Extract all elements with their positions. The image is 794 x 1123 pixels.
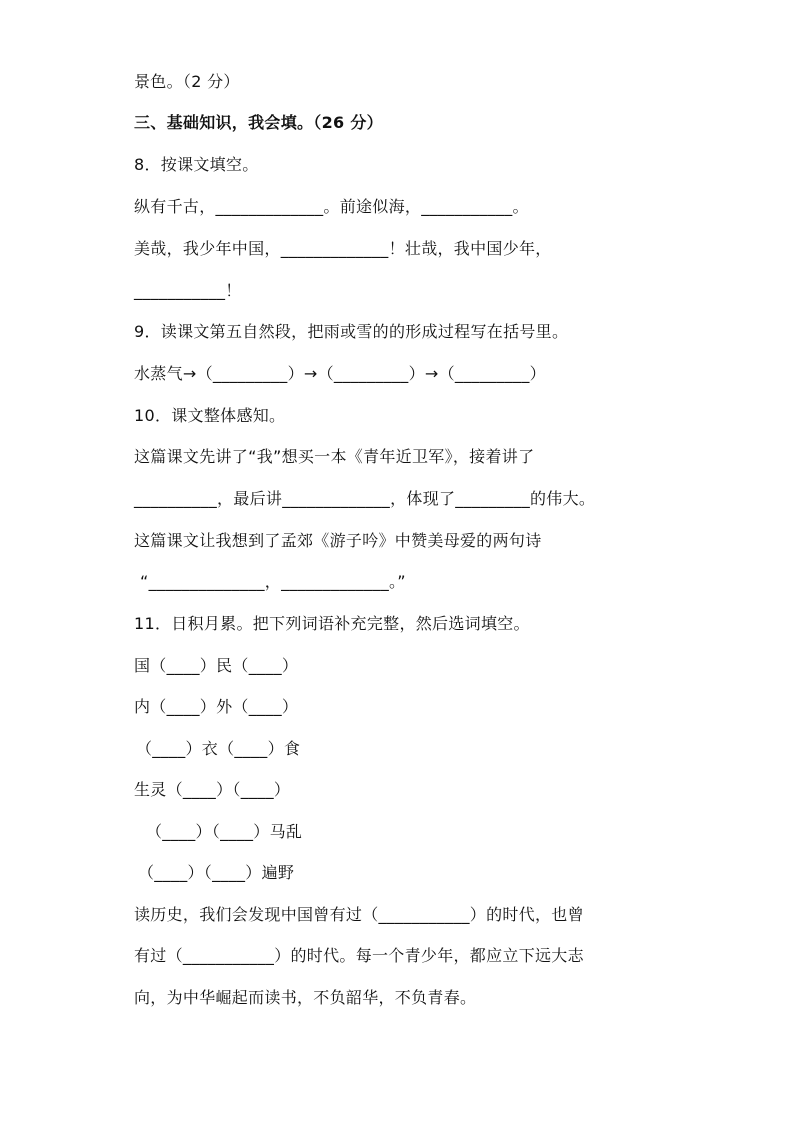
question-10-text-2: __________，最后讲_____________，体现了_________的伟大。: [134, 489, 596, 508]
fill-in-text-3: 向，为中华崛起而读书，不负韶华，不负青春。: [134, 988, 477, 1007]
question-8-title: 8．按课文填空。: [134, 155, 259, 174]
idiom-line-3: （____）衣（____）食: [136, 739, 301, 758]
text-line-score-note: 景色。（2 分）: [134, 72, 240, 91]
question-8-blank-line-3: ___________！: [134, 281, 242, 300]
question-10-text-3: 这篇课文让我想到了孟郊《游子吟》中赞美母爱的两句诗: [134, 531, 542, 550]
question-10-poem-blanks: “______________，_____________。”: [140, 572, 406, 591]
question-9-process-line: 水蒸气→（_________）→（_________）→（_________）: [134, 364, 546, 383]
question-11-title: 11．日积月累。把下列词语补充完整，然后选词填空。: [134, 614, 530, 633]
section-heading: 三、基础知识，我会填。（26 分）: [134, 113, 383, 132]
idiom-line-1: 国（____）民（____）: [134, 656, 299, 675]
question-9-title: 9．读课文第五自然段，把雨或雪的的形成过程写在括号里。: [134, 322, 569, 341]
idiom-line-6: （____）（____）遍野: [138, 863, 295, 882]
question-8-blank-line-2: 美哉，我少年中国，_____________！壮哉，我中国少年，: [134, 239, 552, 258]
question-8-blank-line-1: 纵有千古，_____________。前途似海，___________。: [134, 197, 529, 216]
idiom-line-4: 生灵（____）（____）: [134, 780, 291, 799]
question-10-title: 10．课文整体感知。: [134, 406, 286, 425]
question-10-text-1: 这篇课文先讲了“我”想买一本《青年近卫军》，接着讲了: [134, 447, 535, 466]
idiom-line-5: （____）（____）马乱: [146, 822, 303, 841]
idiom-line-2: 内（____）外（____）: [134, 697, 299, 716]
fill-in-text-1: 读历史，我们会发现中国曾有过（___________）的时代，也曾: [134, 905, 584, 924]
fill-in-text-2: 有过（___________）的时代。每一个青少年，都应立下远大志: [134, 946, 584, 965]
